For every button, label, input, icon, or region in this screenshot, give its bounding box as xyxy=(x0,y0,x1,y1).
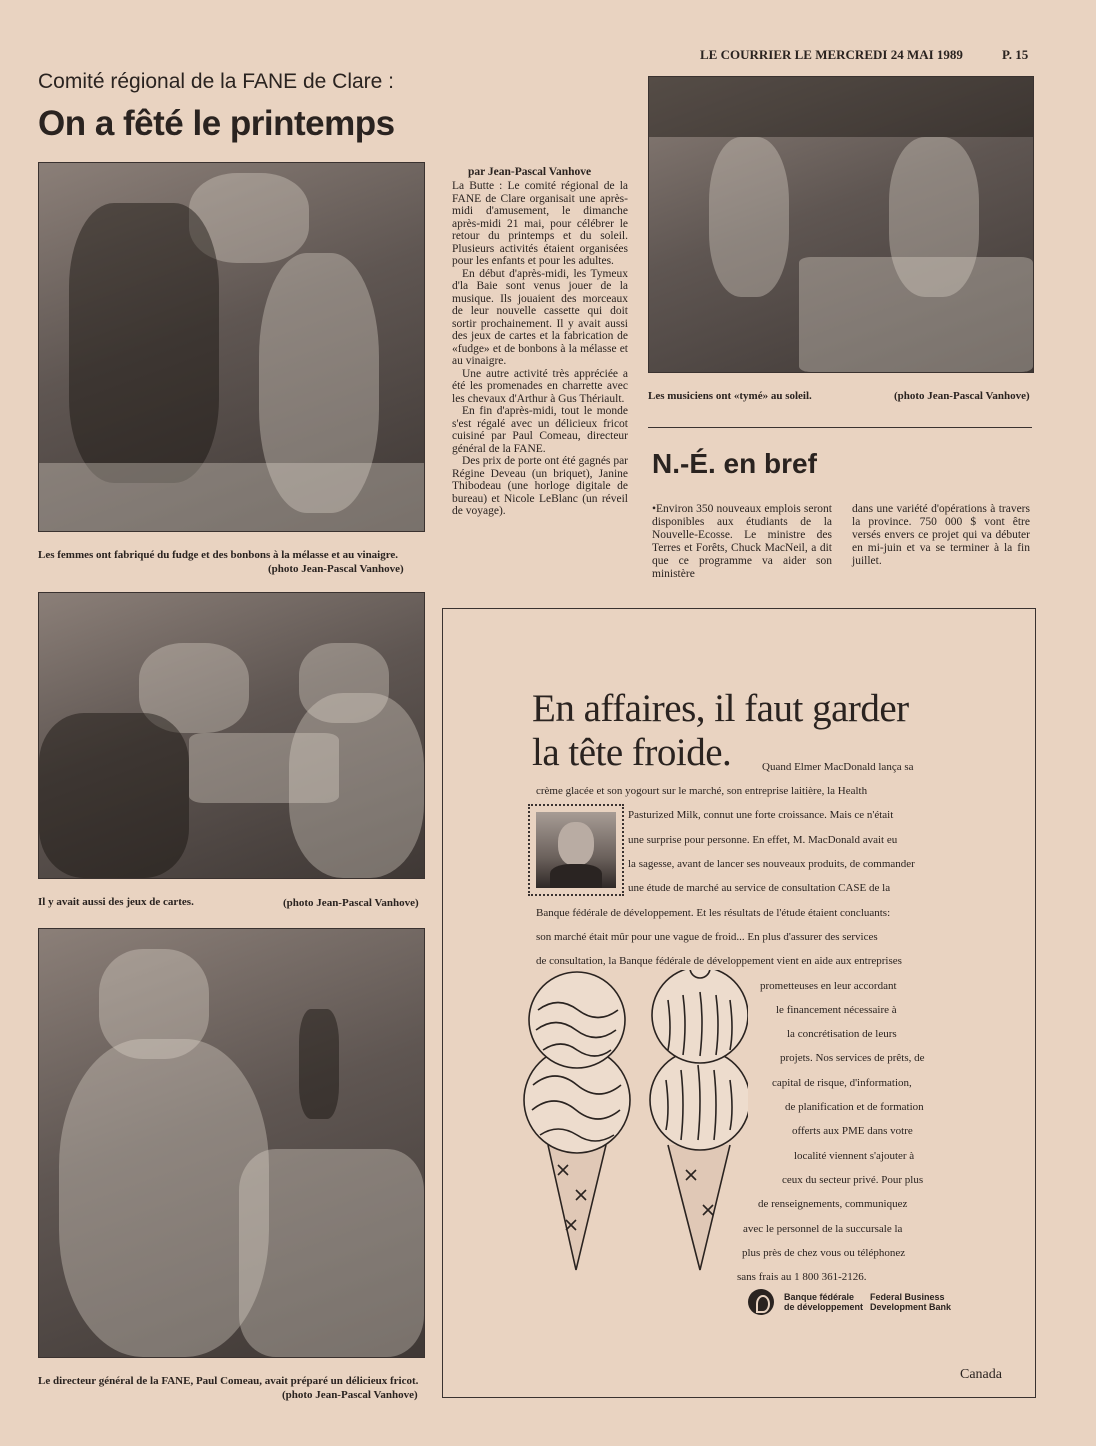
article-byline: par Jean-Pascal Vanhove xyxy=(468,166,592,178)
article-paragraph: En fin d'après-midi, tout le monde s'est régalé avec un délicieux fricot cuisiné par Paul Comeau, directeur général de la FANE. xyxy=(452,405,628,455)
ad-right-line: de renseignements, communiquez xyxy=(758,1198,908,1210)
brief-column-2: dans une variété d'opérations à travers la province. 750 000 $ vont être versés envers ce projet qui va débuter en mi-juin et va se terminer à la fin juillet. xyxy=(852,503,1030,567)
brief-title: N.-É. en bref xyxy=(652,448,817,479)
photo-fudge-making xyxy=(38,162,425,532)
ad-line: Pasturized Milk, connut une forte croissance. Mais ce n'était xyxy=(628,809,894,821)
article-paragraph: Une autre activité très appréciée a été les promenades en charrette avec les chevaux d'Arthur à Gus Thériault. xyxy=(452,367,628,405)
canada-wordmark: Canada xyxy=(960,1367,1002,1382)
ad-right-line: plus près de chez vous ou téléphonez xyxy=(742,1247,906,1259)
photo-musicians xyxy=(648,76,1034,373)
ad-line: son marché était mûr pour une vague de froid... En plus d'assurer des services xyxy=(536,931,878,943)
masthead: LE COURRIER LE MERCREDI 24 MAI 1989 xyxy=(700,47,963,62)
photo1-credit: (photo Jean-Pascal Vanhove) xyxy=(268,563,404,575)
photo4-credit: (photo Jean-Pascal Vanhove) xyxy=(894,390,1030,402)
photo-fricot xyxy=(38,928,425,1358)
article-body xyxy=(452,180,628,518)
ad-headline-line1: En affaires, il faut garder xyxy=(532,687,909,730)
article-paragraph: La Butte : Le comité régional de la FANE de Clare organisait une après-midi d'amusement, le dimanche après-midi 21 mai, pour célébrer le retour du printemps et du soleil. Plusieurs activités étaient organisées pour les enfants et pour les adultes. xyxy=(452,180,628,267)
photo4-caption: Les musiciens ont «tymé» au soleil. xyxy=(648,390,812,402)
ad-right-line: prometteuses en leur accordant xyxy=(760,980,897,992)
ad-line: la sagesse, avant de lancer ses nouveaux produits, de commander xyxy=(628,858,915,870)
ad-right-line: la concrétisation de leurs xyxy=(787,1028,897,1040)
photo3-caption: Le directeur général de la FANE, Paul Comeau, avait préparé un délicieux fricot. xyxy=(38,1375,419,1387)
section-divider xyxy=(648,427,1032,428)
ad-line: une étude de marché au service de consultation CASE de la xyxy=(628,882,891,894)
article-headline: On a fêté le printemps xyxy=(38,104,395,143)
ad-headline-line2: la tête froide. xyxy=(532,731,732,774)
portrait-photo xyxy=(536,812,616,888)
ad-line: une surprise pour personne. En effet, M. MacDonald avait eu xyxy=(628,834,898,846)
photo-card-games xyxy=(38,592,425,879)
bank-name-fr xyxy=(784,1292,863,1312)
ad-line: crème glacée et son yogourt sur le marché, son entreprise laitière, la Health xyxy=(536,785,868,797)
ad-right-line: sans frais au 1 800 361-2126. xyxy=(737,1271,867,1283)
article-kicker: Comité régional de la FANE de Clare : xyxy=(38,70,395,93)
bank-name-en-line1: Federal Business xyxy=(870,1292,945,1302)
ad-right-line: projets. Nos services de prêts, de xyxy=(780,1052,925,1064)
ad-right-line: localité viennent s'ajouter à xyxy=(794,1150,915,1162)
ad-right-line: le financement nécessaire à xyxy=(776,1004,897,1016)
ad-line: de consultation, la Banque fédérale de développement vient en aide aux entreprises xyxy=(536,955,902,967)
bank-name-en-line2: Development Bank xyxy=(870,1302,952,1312)
photo3-credit: (photo Jean-Pascal Vanhove) xyxy=(282,1389,418,1401)
ad-right-line: avec le personnel de la succursale la xyxy=(743,1223,903,1235)
page-number: P. 15 xyxy=(1002,47,1029,62)
ad-right-line: ceux du secteur privé. Pour plus xyxy=(782,1174,924,1186)
bank-logo xyxy=(748,1289,774,1315)
photo1-caption: Les femmes ont fabriqué du fudge et des bonbons à la mélasse et au vinaigre. xyxy=(38,549,399,561)
ice-cream-cones-illustration xyxy=(518,970,748,1290)
ad-right-line: offerts aux PME dans votre xyxy=(792,1125,913,1137)
ad-right-line: de planification et de formation xyxy=(785,1101,924,1113)
article-paragraph: Des prix de porte ont été gagnés par Régine Deveau (un briquet), Janine Thibodeau (une horloge digitale de bureau) et Nicole LeBlanc (un réveil de voyage). xyxy=(452,455,628,517)
article-paragraph: En début d'après-midi, les Tymeux d'la Baie sont venus jouer de la musique. Ils jouaient des morceaux de leur nouvelle cassette qui doit sortir prochainement. Il y avait aussi des jeux de cartes et la fabrication de «fudge» et de bonbons à la mélasse et au vinaigre. xyxy=(452,267,628,367)
bank-name-fr-line2: de développement xyxy=(784,1302,864,1312)
portrait-frame xyxy=(528,804,624,896)
photo2-caption: Il y avait aussi des jeux de cartes. xyxy=(38,896,194,908)
brief-column-1: •Environ 350 nouveaux emplois seront disponibles aux étudiants de la Nouvelle-Ecosse. Le ministre des Terres et Forêts, Chuck MacNeil, a dit que ce programme va aider son ministère xyxy=(652,503,832,580)
ad-lead: Quand Elmer MacDonald lança sa xyxy=(762,761,914,773)
photo2-credit: (photo Jean-Pascal Vanhove) xyxy=(283,897,419,909)
ad-line: Banque fédérale de développement. Et les résultats de l'étude étaient concluants: xyxy=(536,907,891,919)
bank-name-en xyxy=(870,1292,951,1312)
bank-name-fr-line1: Banque fédérale xyxy=(784,1292,855,1302)
ad-right-line: capital de risque, d'information, xyxy=(772,1077,912,1089)
